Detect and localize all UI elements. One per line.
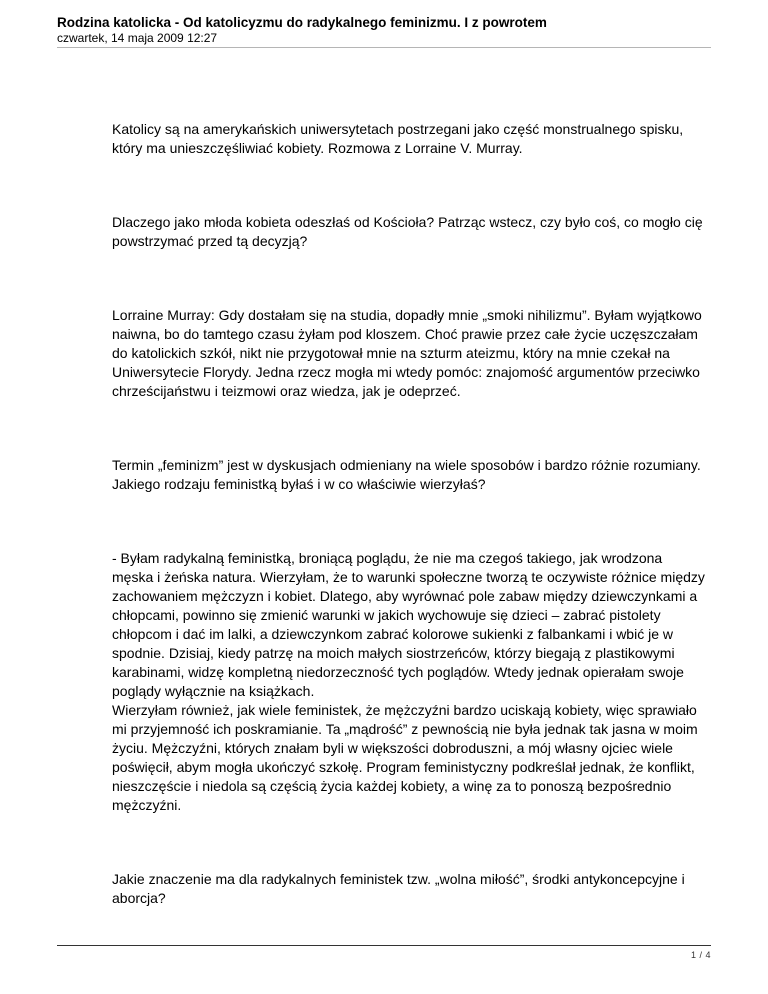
paragraph-spacer [112,158,722,213]
paragraph-spacer [112,251,722,306]
header-divider [57,47,711,48]
paragraph-spacer [112,401,722,456]
interview-answer-paragraph: - Byłam radykalną feministką, broniącą poglądu, że nie ma czegoś takiego, jak wrodzona męska i żeńska natura. Wierzyłam, że to warunki społeczne tworzą te oczywiste różnice między zachowaniem mężczyzn i kobiet. Dlatego, aby wyrównać pole zabaw między dziewczynkami a chłopcami, powinno się zmienić warunki w jakich wychowuje się dzieci – zabrać pistolety chłopcom i dać im lalki, a dziewczynkom zabrać kolorowe sukienki z falbankami i wbić je w spodnie. Dzisiaj, kiedy patrzę na moich małych siostrzeńców, którzy biegają z plastikowymi karabinami, widzę kompletną niedorzeczność tych poglądów. Wtedy jednak opierałam swoje poglądy wyłącznie na książkach. Wierzyłam również, jak wiele feministek, że mężczyźni bardzo uciskają kobiety, więc sprawiało mi przyjemność ich poskramianie. Ta „mądrość” z pewnością nie była jednak tak jasna w moim życiu. Mężczyźni, których znałam byli w większości dobroduszni, a mój własny ojciec wiele poświęcił, abym mogła ukończyć szkołę. Program feministyczny podkreślał jednak, że konflikt, nieszczęście i niedola są częścią życia każdej kobiety, a winę za to ponoszą bezpośrednio mężczyźni. [112,550,705,813]
article-body [112,120,722,908]
page-number: 1 / 4 [690,950,711,960]
interview-question-paragraph: Jakie znaczenie ma dla radykalnych feministek tzw. „wolna miłość”, środki antykoncepcyjne i aborcja? [112,871,685,906]
document-title: Rodzina katolicka - Od katolicyzmu do radykalnego feminizmu. I z powrotem [57,15,547,30]
document-date: czwartek, 14 maja 2009 12:27 [57,31,218,45]
interview-question-paragraph: Dlaczego jako młoda kobieta odeszłaś od Kościoła? Patrząc wstecz, czy było coś, co mogło cię powstrzymać przed tą decyzją? [112,214,703,249]
interview-answer-paragraph: Lorraine Murray: Gdy dostałam się na studia, dopadły mnie „smoki nihilizmu”. Byłam wyjątkowo naiwna, bo do tamtego czasu żyłam pod kloszem. Choć prawie przez całe życie uczęszczałam do katolickich szkół, nikt nie przygotował mnie na szturm ateizmu, który na mnie czekał na Uniwersytecie Florydy. Jedna rzecz mogła mi wtedy pomóc: znajomość argumentów przeciwko chrześcijaństwu i teizmowi oraz wiedza, jak je odeprzeć. [112,307,702,399]
paragraph-spacer [112,494,722,549]
footer-divider [57,945,711,946]
article-lead-paragraph: Katolicy są na amerykańskich uniwersytetach postrzegani jako część monstrualnego spisku, który ma unieszczęśliwiać kobiety. Rozmowa z Lorraine V. Murray. [112,121,684,156]
document-header [57,14,711,46]
paragraph-spacer [112,815,722,870]
interview-question-paragraph: Termin „feminizm” jest w dyskusjach odmieniany na wiele sposobów i bardzo różnie rozumiany. Jakiego rodzaju feministką byłaś i w co właściwie wierzyłaś? [112,457,701,492]
